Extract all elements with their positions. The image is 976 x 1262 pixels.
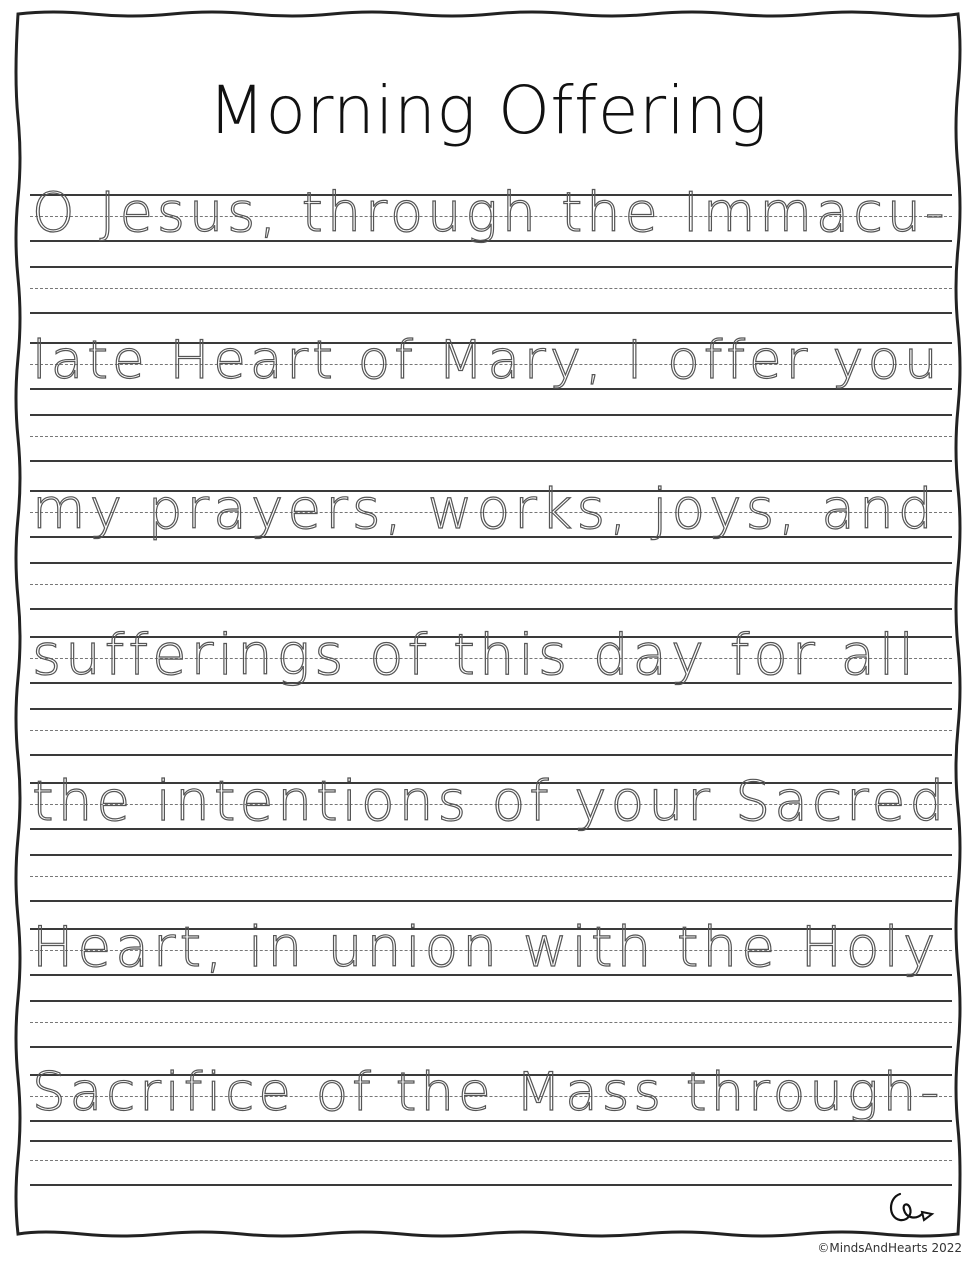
writing-row	[30, 181, 952, 266]
tracing-text: Sacrifice of the Mass through-	[32, 1062, 944, 1123]
writing-row	[30, 1062, 952, 1146]
tracing-text: late Heart of Mary, I offer you	[32, 330, 942, 391]
tracing-text: the intentions of your Sacred	[32, 769, 949, 833]
writing-row	[30, 915, 952, 1000]
practice-row	[30, 414, 952, 486]
writing-row	[30, 330, 952, 414]
tracing-text: Heart, in union with the Holy	[32, 915, 940, 979]
practice-row	[30, 266, 952, 338]
writing-row	[30, 769, 952, 854]
tracing-text: sufferings of this day for all	[32, 623, 919, 688]
writing-row	[30, 623, 952, 708]
copyright-notice: ©MindsAndHearts 2022	[817, 1241, 962, 1255]
worksheet-title: Morning Offering	[208, 72, 768, 149]
tracing-text: O Jesus, through the Immacu-	[32, 181, 949, 244]
tracing-text: my prayers, works, joys, and	[32, 477, 937, 541]
practice-row	[30, 1140, 952, 1212]
writing-row	[30, 477, 952, 562]
mind-and-hearts-logo-icon	[882, 1188, 942, 1228]
